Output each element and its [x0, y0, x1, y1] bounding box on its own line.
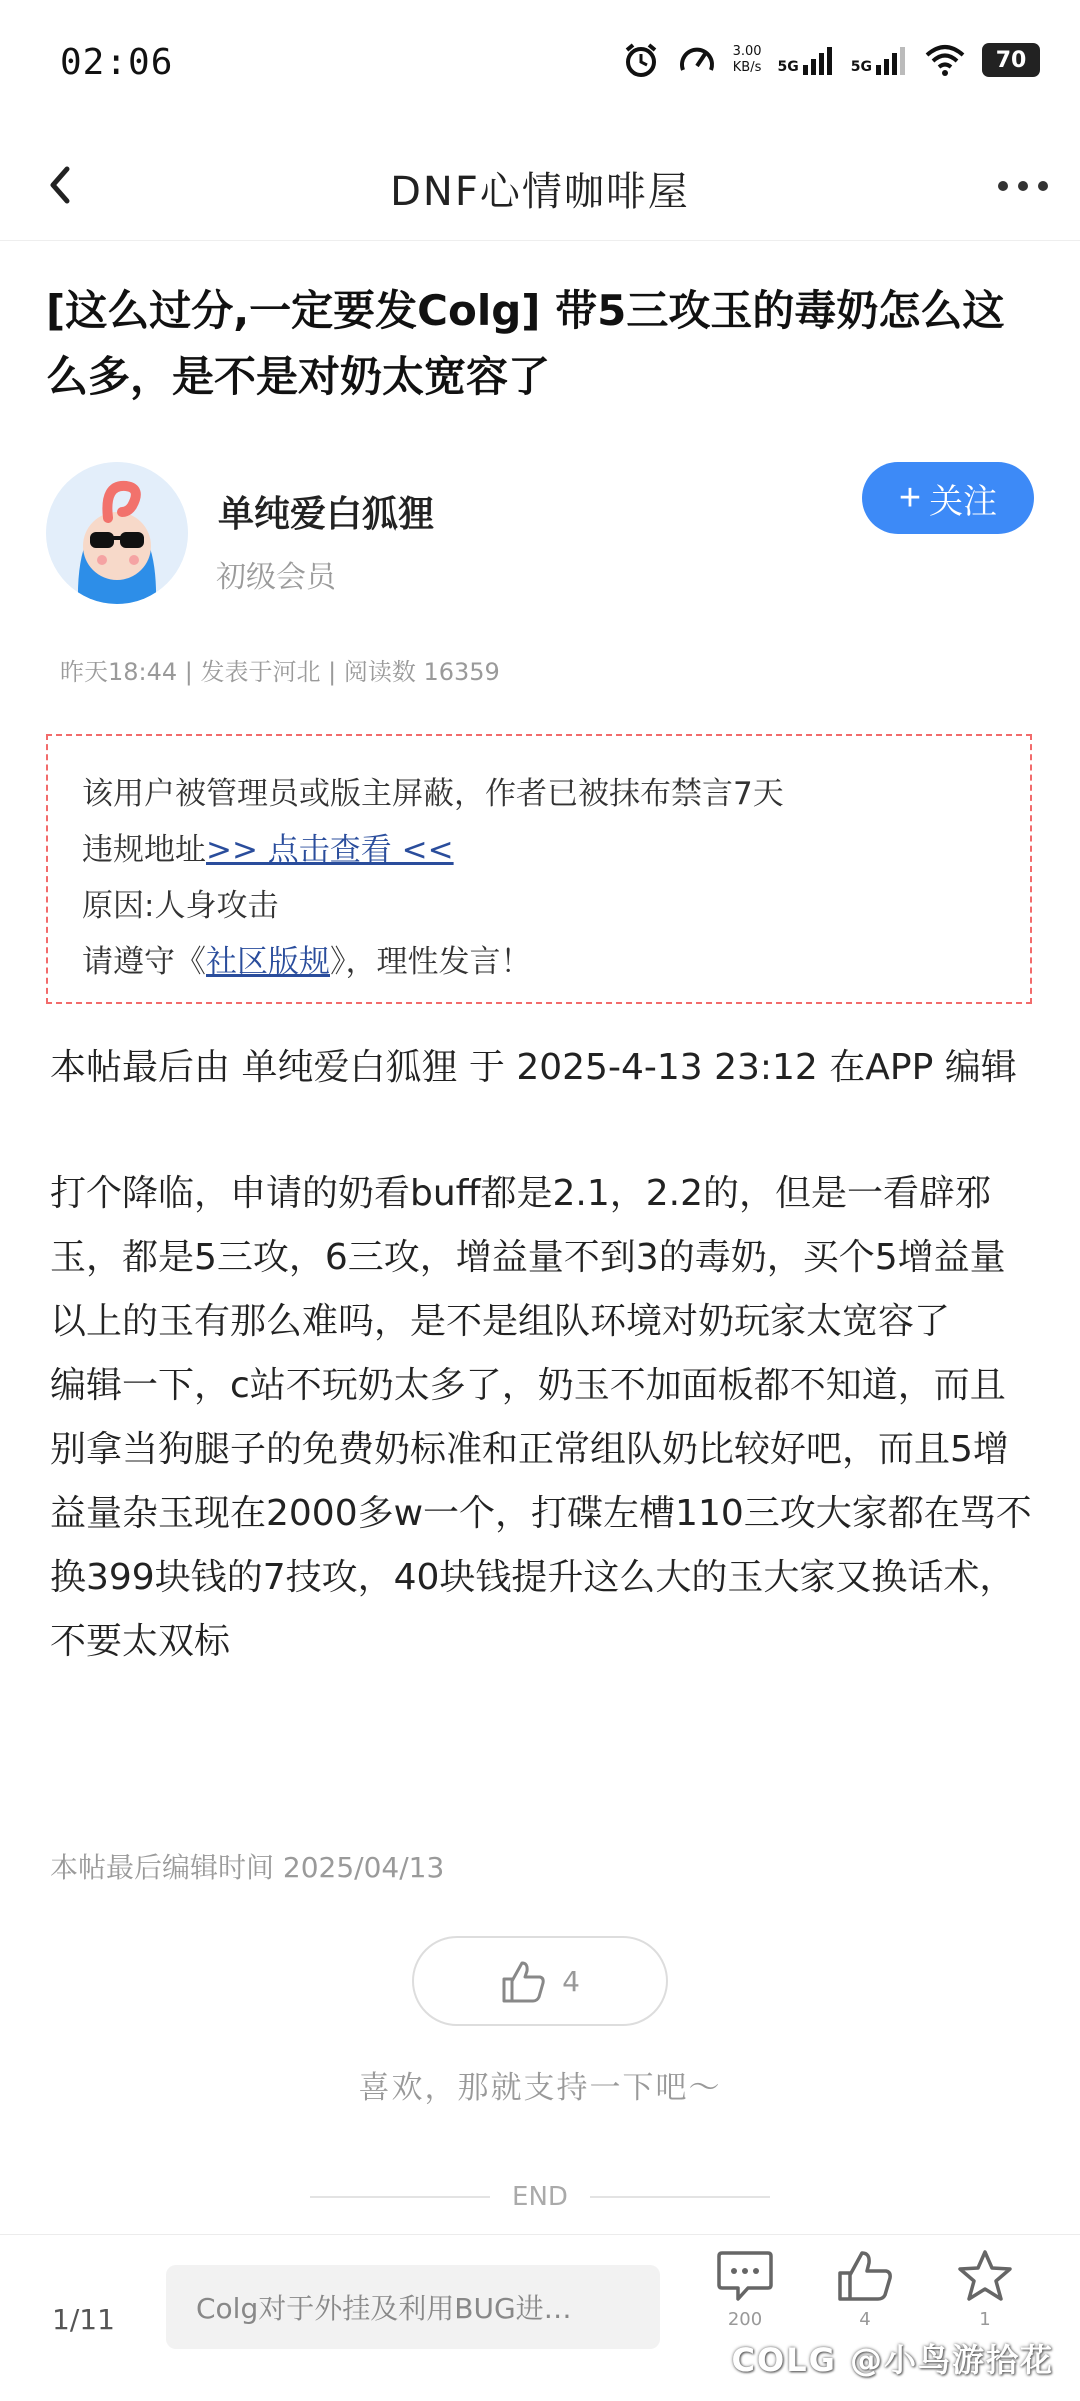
watermark: COLG @小鸟游拾花 [731, 2341, 1054, 2379]
net-speed: 3.00 KB/s [732, 44, 762, 75]
post-paragraph: 编辑一下，c站不玩奶太多了，奶玉不加面板都不知道，而且别拿当狗腿子的免费奶标准和正常组队奶比较好吧，而且5增益量杂玉现在2000多w一个，打碟左槽110三攻大家都在骂不换399块钱的7技攻，40块钱提升这么大的玉大家又换话术，不要太双标 [50, 1365, 1032, 1662]
community-rules-link[interactable]: 社区版规 [206, 944, 330, 980]
edit-note: 本帖最后由 单纯爱白狐狸 于 2025-4-13 23:12 在APP 编辑 [50, 1047, 1017, 1088]
last-edit-time: 本帖最后编辑时间 2025/04/13 [50, 1851, 445, 1884]
status-icons [621, 40, 1040, 80]
page-indicator[interactable]: 1/11 [52, 2303, 115, 2336]
app-header [0, 130, 1080, 241]
like-count: 4 [859, 2309, 871, 2330]
author-rank: 初级会员 [216, 560, 336, 595]
notice-line: 请遵守《社区版规》，理性发言！ [82, 944, 532, 980]
comment-count: 200 [727, 2309, 763, 2330]
avatar-illustration [46, 462, 188, 604]
notice-line: 该用户被管理员或版主屏蔽，作者已被抹布禁言7天 [82, 776, 784, 812]
end-divider [310, 2182, 770, 2212]
forum-title: DNF心情咖啡屋 [390, 169, 690, 215]
more-options-button[interactable] [988, 156, 1058, 216]
thumbs-up-icon [836, 2249, 894, 2303]
more-icon [997, 180, 1049, 192]
star-icon [956, 2249, 1014, 2303]
comment-input[interactable]: Colg对于外挂及利用BUG进… [166, 2265, 660, 2349]
thumbs-up-icon [500, 1959, 546, 2003]
support-text: 喜欢，那就支持一下吧～ [358, 2070, 722, 2106]
favorite-count: 1 [979, 2309, 991, 2330]
comment-icon [716, 2249, 774, 2303]
notice-line: 违规地址>> 点击查看 << [82, 832, 454, 868]
comment-button[interactable] [690, 2249, 800, 2330]
wifi-icon [924, 43, 966, 77]
bottom-action-bar [0, 2234, 1080, 2401]
post-paragraph: 打个降临，申请的奶看buff都是2.1，2.2的，但是一看辟邪玉，都是5三攻，6三攻，增益量不到3的毒奶，买个5增益量以上的玉有那么难吗，是不是组队环境对奶玩家太宽容了 [50, 1173, 1006, 1342]
signal-bars-icon [801, 45, 835, 75]
post-body [50, 1036, 1040, 1674]
signal-5g-2: 5G [851, 45, 908, 75]
author-avatar[interactable] [46, 462, 188, 604]
post-like-button[interactable] [412, 1936, 668, 2026]
alarm-icon [621, 40, 661, 80]
battery-indicator: 70 [982, 43, 1040, 77]
signal-bars-icon [874, 45, 908, 75]
follow-label: 关注 [929, 482, 998, 521]
signal-5g-1: 5G [778, 45, 835, 75]
post-like-count: 4 [562, 1964, 580, 1998]
notice-line: 原因:人身攻击 [82, 888, 279, 924]
favorite-button[interactable] [930, 2249, 1040, 2330]
moderation-notice [46, 734, 1032, 1004]
post-title: [这么过分,一定要发Colg] 带5三攻玉的毒奶怎么这么多，是不是对奶太宽容了 [46, 286, 1005, 401]
speedometer-icon [677, 40, 717, 80]
follow-button[interactable] [862, 462, 1034, 534]
author-name[interactable]: 单纯爱白狐狸 [218, 494, 435, 535]
status-time: 02:06 [60, 42, 174, 83]
post-meta: 昨天18:44 | 发表于河北 | 阅读数 16359 [60, 658, 500, 686]
like-button[interactable] [810, 2249, 920, 2330]
end-label: END [512, 2182, 568, 2212]
plus-icon: + [898, 477, 922, 519]
violation-link[interactable]: >> 点击查看 << [206, 832, 454, 868]
